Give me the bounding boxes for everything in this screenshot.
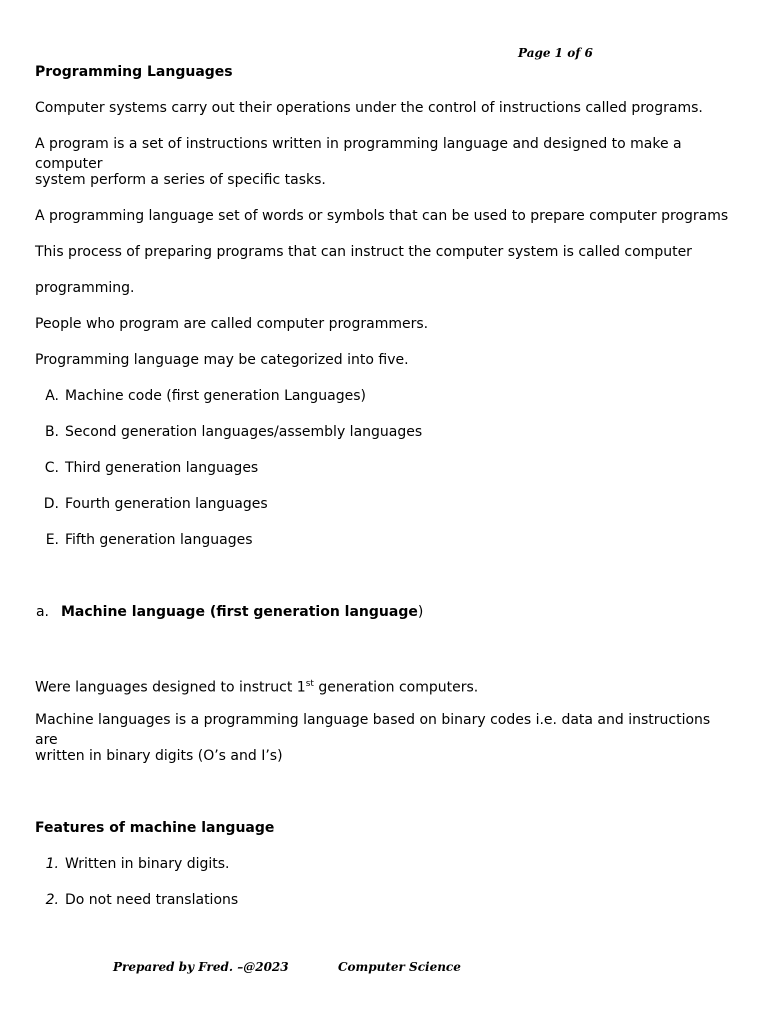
paragraph: Programming language may be categorized into five. bbox=[35, 352, 409, 368]
list-item bbox=[37, 422, 735, 458]
list-item-text: Third generation languages bbox=[65, 460, 259, 476]
list-item-text: Do not need translations bbox=[65, 892, 239, 908]
section-heading-text: Machine language (first generation language) bbox=[61, 604, 424, 620]
list-marker: 1. bbox=[45, 856, 59, 872]
paragraph: Were languages designed to instruct 1st generation computers. bbox=[35, 679, 479, 696]
paragraph: written in binary digits (O’s and I’s) bbox=[35, 748, 283, 764]
list-item bbox=[37, 890, 735, 926]
paragraph: programming. bbox=[35, 280, 135, 296]
list-item-text: Written in binary digits. bbox=[65, 856, 230, 872]
list-item bbox=[37, 458, 735, 494]
list-marker: D. bbox=[43, 496, 59, 512]
paragraph: A program is a set of instructions written in programming language and designed to make a computer bbox=[35, 136, 682, 172]
footer-subject: Computer Science bbox=[338, 960, 461, 974]
list-marker: E. bbox=[45, 532, 59, 548]
document-body bbox=[35, 62, 735, 926]
list-marker: C. bbox=[44, 460, 59, 476]
blank-line bbox=[35, 638, 735, 674]
document-title: Programming Languages bbox=[35, 64, 233, 80]
paragraph: This process of preparing programs that can instruct the computer system is called computer bbox=[35, 244, 692, 260]
list-item bbox=[37, 530, 735, 566]
list-marker: B. bbox=[44, 424, 59, 440]
list-item-text: Fourth generation languages bbox=[65, 496, 268, 512]
blank-line bbox=[35, 566, 735, 602]
page-number: Page 1 of 6 bbox=[518, 46, 593, 60]
list-item bbox=[37, 386, 735, 422]
list-marker: a. bbox=[35, 604, 49, 620]
list-marker: A. bbox=[45, 388, 59, 404]
list-item-text: Machine code (first generation Languages) bbox=[65, 388, 366, 404]
list-item-text: Second generation languages/assembly languages bbox=[65, 424, 423, 440]
features-heading: Features of machine language bbox=[35, 820, 275, 836]
list-item bbox=[37, 494, 735, 530]
category-list bbox=[37, 386, 735, 566]
list-item bbox=[37, 854, 735, 890]
paragraph: People who program are called computer programmers. bbox=[35, 316, 429, 332]
blank-line bbox=[35, 782, 735, 818]
paragraph: Computer systems carry out their operations under the control of instructions called programs. bbox=[35, 100, 703, 116]
paragraph: system perform a series of specific tasks. bbox=[35, 172, 326, 188]
paragraph: Machine languages is a programming language based on binary codes i.e. data and instructions are bbox=[35, 712, 711, 748]
footer-author: Prepared by Fred. –@2023 bbox=[113, 960, 289, 974]
features-list bbox=[37, 854, 735, 926]
list-marker: 2. bbox=[45, 892, 59, 908]
paragraph: A programming language set of words or symbols that can be used to prepare computer programs bbox=[35, 208, 729, 224]
list-item-text: Fifth generation languages bbox=[65, 532, 253, 548]
section-heading bbox=[25, 602, 735, 638]
